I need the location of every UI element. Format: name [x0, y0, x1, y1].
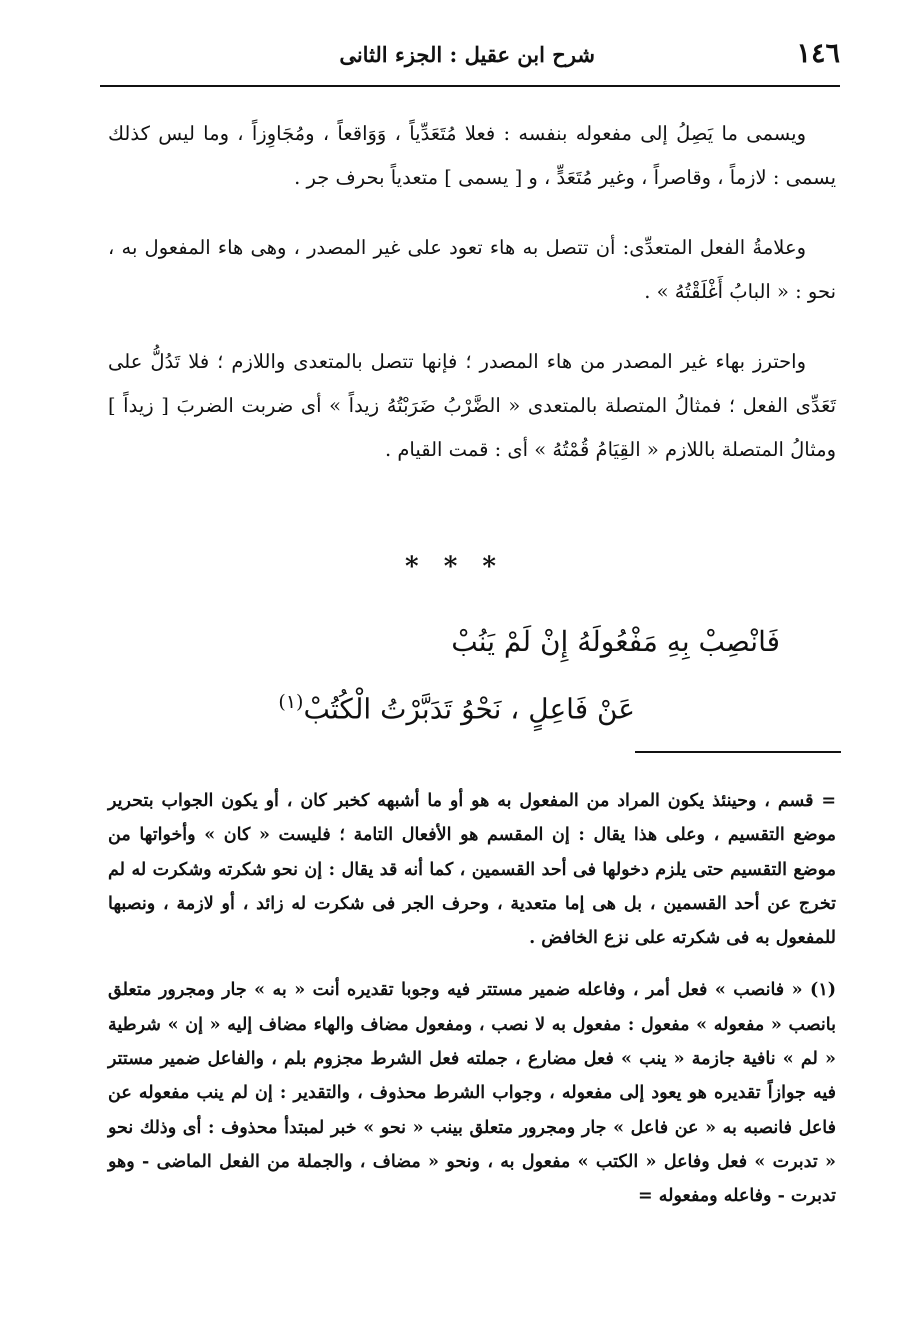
main-text — [108, 112, 836, 498]
page-header — [100, 34, 840, 78]
paragraph-transitive-sign: وعلامةُ الفعل المتعدِّى: أن تتصل به هاء تعود على غير المصدر ، وهى هاء المفعول به ، نحو : « البابُ أَغْلَقْتُهُ » . — [108, 236, 836, 303]
verse-first-hemistich: فَانْصِبْ بِهِ مَفْعُولَهُ إِنْ لَمْ يَنُبْ — [451, 625, 780, 658]
footnote-1 — [108, 973, 836, 1213]
footnote-continuation: = قسم ، وحينئذ يكون المراد من المفعول به هو أو ما أشبهه كخبر كان ، أو يكون الجواب بتحرير موضع التقسيم ، وعلى هذا يقال : إن المقسم هو الأفعال التامة ؛ فليست « كان » وأخواتها من موضع التقسيم حتى يلزم دخولها فى أحد القسمين ، كما أنه قد يقال : إن نحو شكرته وشكرت له لم تخرج عن أحد القسمين ، بل هى إما متعدية ، وحرف الجر فى شكرت له زائد ، أو لازمة ، ونصبها للمفعول به فى شكرته على نزع الخافض . — [108, 791, 836, 949]
header-rule — [100, 85, 840, 87]
verse-second-text: عَنْ فَاعِلٍ ، نَحْوُ تَدَبَّرْتُ الْكُتُبْ — [303, 692, 635, 726]
footnote-1-text: « فانصب » فعل أمر ، وفاعله ضمير مستتر فيه وجوبا تقديره أنت « به » جار ومجرور متعلق بانصب « مفعوله » مفعول : مفعول به لا نصب ، ومفعول مضاف والهاء مضاف إليه « إن » شرطية « لم » نافية جازمة « ينب » فعل مضارع ، جملته فعل الشرط مجزوم بلم ، والفاعل ضمير مستتر فيه جوازاً تقديره هو يعود إلى مفعوله ، وجواب الشرط محذوف ، والتقدير : إن لم ينب مفعوله عن فاعل فانصبه به « عن فاعل » جار ومجرور متعلق بينب « نحو » خبر لمبتدأ محذوف : أى وذلك نحو « تدبرت » فعل وفاعل « الكتب » مفعول به ، ونحو « مضاف ، والجملة من الفعل الماضى - وهو تدبرت - وفاعله ومفعوله = — [108, 980, 836, 1207]
footnote-rule — [635, 751, 841, 753]
running-title: شرح ابن عقيل : الجزء الثانى — [339, 42, 595, 67]
paragraph-masdar-exception: واحترز بهاء غير المصدر من هاء المصدر ؛ فإنها تتصل بالمتعدى واللازم ؛ فلا تَدُلُّ على تَعَدِّى الفعل ؛ فمثالُ المتصلة بالمتعدى « الضَّرْبُ ضَرَبْتُهُ زيداً » أى ضربت الضربَ [ زيداً ] ومثالُ المتصلة باللازم « القِيَامُ قُمْتُهُ » أى : قمت القيام . — [108, 350, 836, 461]
footnote-reference: (١) — [278, 691, 304, 713]
page-number: ١٤٦ — [796, 38, 840, 69]
footnote-1-number: (١) — [810, 980, 837, 1001]
verse-second-hemistich — [120, 672, 820, 739]
poem-verse — [120, 612, 820, 739]
paragraph-transitive-definition: ويسمى ما يَصِلُ إلى مفعوله بنفسه : فعلا مُتَعَدِّياً ، وَوَاقعاً ، ومُجَاوِزاً ، وما ليس كذلك يسمى : لازماً ، وقاصراً ، وغير مُتَعَدٍّ ، و [ يسمى ] متعدياً بحرف جر . — [108, 122, 836, 189]
section-separator: * * * — [405, 552, 504, 582]
footnotes — [108, 784, 836, 1232]
